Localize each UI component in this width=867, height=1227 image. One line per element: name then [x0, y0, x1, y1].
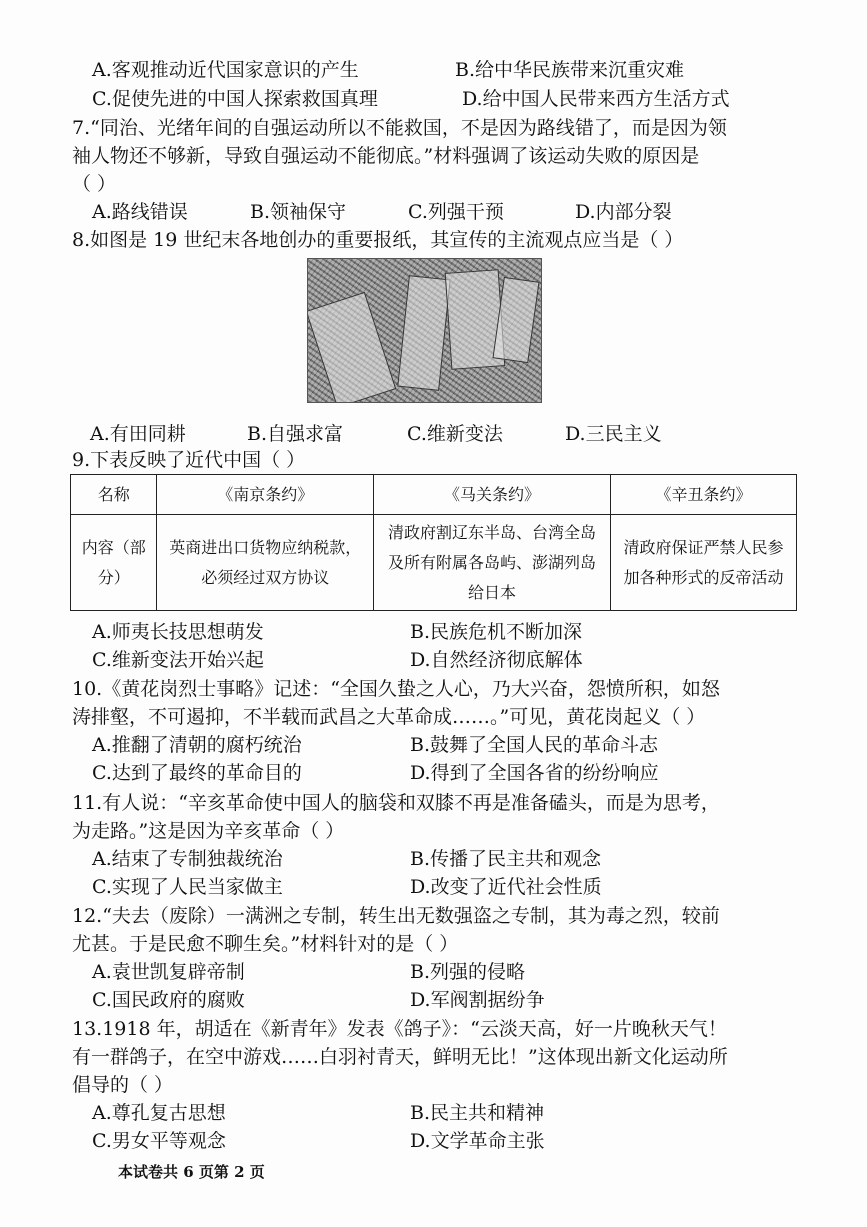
- q8-option-b: B.自强求富: [247, 423, 344, 445]
- q11-stem-1: 11.有人说：“辛亥革命使中国人的脑袋和双膝不再是准备磕头，而是为思考，: [72, 792, 720, 814]
- q8-option-d: D.三民主义: [565, 423, 662, 445]
- q10-option-d: D.得到了全国各省的纷纷响应: [410, 762, 659, 784]
- q6-options-row2: [0, 85, 867, 113]
- q10-option-c: C.达到了最终的革命目的: [92, 762, 302, 784]
- q8-stem: 8.如图是 19 世纪末各地创办的重要报纸，其宣传的主流观点应当是（ ）: [72, 229, 684, 251]
- q8-line1: [0, 226, 867, 254]
- newspaper-shape: [307, 292, 396, 403]
- q10-options-row1: [0, 731, 867, 759]
- q11-options-row2: [0, 873, 867, 901]
- q13-options-row2: [0, 1127, 867, 1155]
- q7-option-a: A.路线错误: [92, 201, 188, 223]
- q9-option-d: D.自然经济彻底解体: [410, 649, 583, 671]
- q7-option-c: C.列强干预: [408, 201, 504, 223]
- q10-option-b: B.鼓舞了全国人民的革命斗志: [410, 734, 659, 756]
- q12-line2: [0, 930, 867, 958]
- q6-option-b: B.给中华民族带来沉重灾难: [455, 59, 685, 81]
- q13-option-c: C.男女平等观念: [92, 1130, 226, 1152]
- q9-options-row2: [0, 646, 867, 674]
- q13-option-b: B.民主共和精神: [410, 1102, 545, 1124]
- q6-option-c: C.促使先进的中国人探索救国真理: [92, 88, 378, 110]
- q9-stem: 9.下表反映了近代中国（ ）: [72, 449, 306, 471]
- q11-option-d: D.改变了近代社会性质: [410, 876, 602, 898]
- table-row-label: 内容（部分）: [71, 515, 157, 611]
- table-header-cell: 《马关条约》: [374, 475, 611, 515]
- table-header-cell: 《南京条约》: [157, 475, 374, 515]
- q8-option-c: C.维新变法: [407, 423, 503, 445]
- q12-option-b: B.列强的侵略: [410, 961, 526, 983]
- q10-line1: [0, 675, 867, 703]
- q9-option-b: B.民族危机不断加深: [410, 621, 583, 643]
- newspapers-photo: [307, 258, 542, 403]
- q7-stem-2: 袖人物还不够新，导致自强运动不能彻底。”材料强调了该运动失败的原因是: [72, 145, 700, 167]
- table-cell: 清政府保证严禁人民参加各种形式的反帝活动: [610, 515, 796, 611]
- q11-options-row1: [0, 845, 867, 873]
- q9-options-row1: [0, 618, 867, 646]
- q12-stem-1: 12.“夫去（废除）一满洲之专制，转生出无数强盗之专制，其为毒之烈，较前: [72, 905, 720, 927]
- q11-stem-2: 为走路。”这是因为辛亥革命（ ）: [72, 820, 345, 842]
- treaty-table: [70, 474, 797, 611]
- table-header-cell: 名称: [71, 475, 157, 515]
- q12-stem-2: 尤甚。于是民愈不聊生矣。”材料针对的是（ ）: [72, 933, 459, 955]
- q7-options: [0, 198, 867, 226]
- q13-line1: [0, 1015, 867, 1043]
- q10-line2: [0, 703, 867, 731]
- q12-option-d: D.军阀割据纷争: [410, 989, 545, 1011]
- newspaper-shape: [397, 275, 450, 391]
- q13-option-d: D.文学革命主张: [410, 1130, 545, 1152]
- q13-line3: [0, 1071, 867, 1099]
- q11-line1: [0, 789, 867, 817]
- q9-option-a: A.师夷长技思想萌发: [92, 621, 264, 643]
- q10-stem-1: 10.《黄花岗烈士事略》记述：“全国久蛰之人心，乃大兴奋，怨愤所积，如怒: [72, 678, 720, 700]
- q11-option-b: B.传播了民主共和观念: [410, 848, 602, 870]
- q7-line2: [0, 142, 867, 170]
- q12-options-row1: [0, 958, 867, 986]
- q7-stem-1: 7.“同治、光绪年间的自强运动所以不能救国，不是因为路线错了，而是因为领: [72, 117, 727, 139]
- q13-stem-3: 倡导的（ ）: [72, 1074, 174, 1096]
- q13-stem-1: 13.1918 年，胡适在《新青年》发表《鸽子》：“云淡天高，好一片晚秋天气！: [72, 1018, 727, 1040]
- page-footer: 本试卷共 6 页第 2 页: [118, 1163, 265, 1181]
- q9-option-c: C.维新变法开始兴起: [92, 649, 264, 671]
- table-cell: 英商进出口货物应纳税款，必须经过双方协议: [157, 515, 374, 611]
- q6-option-a: A.客观推动近代国家意识的产生: [92, 59, 359, 81]
- q6-option-d: D.给中国人民带来西方生活方式: [462, 88, 730, 110]
- q12-line1: [0, 902, 867, 930]
- table-row: [71, 515, 797, 611]
- table-cell: 清政府割辽东半岛、台湾全岛及所有附属各岛屿、澎湖列岛给日本: [374, 515, 611, 611]
- q13-options-row1: [0, 1099, 867, 1127]
- q8-options: [0, 420, 867, 448]
- q7-option-d: D.内部分裂: [575, 201, 672, 223]
- q8-option-a: A.有田同耕: [90, 423, 186, 445]
- q10-options-row2: [0, 759, 867, 787]
- q13-stem-2: 有一群鸽子，在空中游戏……白羽衬青天，鲜明无比！”这体现出新文化运动所: [72, 1046, 728, 1068]
- q11-option-c: C.实现了人民当家做主: [92, 876, 283, 898]
- table-header-cell: 《辛丑条约》: [610, 475, 796, 515]
- q13-line2: [0, 1043, 867, 1071]
- q12-option-c: C.国民政府的腐败: [92, 989, 245, 1011]
- q10-stem-2: 涛排壑，不可遏抑，不半载而武昌之大革命成……。”可见，黄花岗起义（ ）: [72, 706, 706, 728]
- q7-stem-3: （ ）: [72, 173, 117, 195]
- q7-line3: [0, 170, 867, 198]
- q11-line2: [0, 817, 867, 845]
- q7-line1: [0, 114, 867, 142]
- q7-option-b: B.领袖保守: [250, 201, 347, 223]
- q11-option-a: A.结束了专制独裁统治: [92, 848, 283, 870]
- q6-options-row1: [0, 56, 867, 84]
- q9-line1: [0, 446, 867, 474]
- q12-options-row2: [0, 986, 867, 1014]
- q12-option-a: A.袁世凯复辟帝制: [92, 961, 245, 983]
- table-header-row: [71, 475, 797, 515]
- q13-option-a: A.尊孔复古思想: [92, 1102, 226, 1124]
- q10-option-a: A.推翻了清朝的腐朽统治: [92, 734, 302, 756]
